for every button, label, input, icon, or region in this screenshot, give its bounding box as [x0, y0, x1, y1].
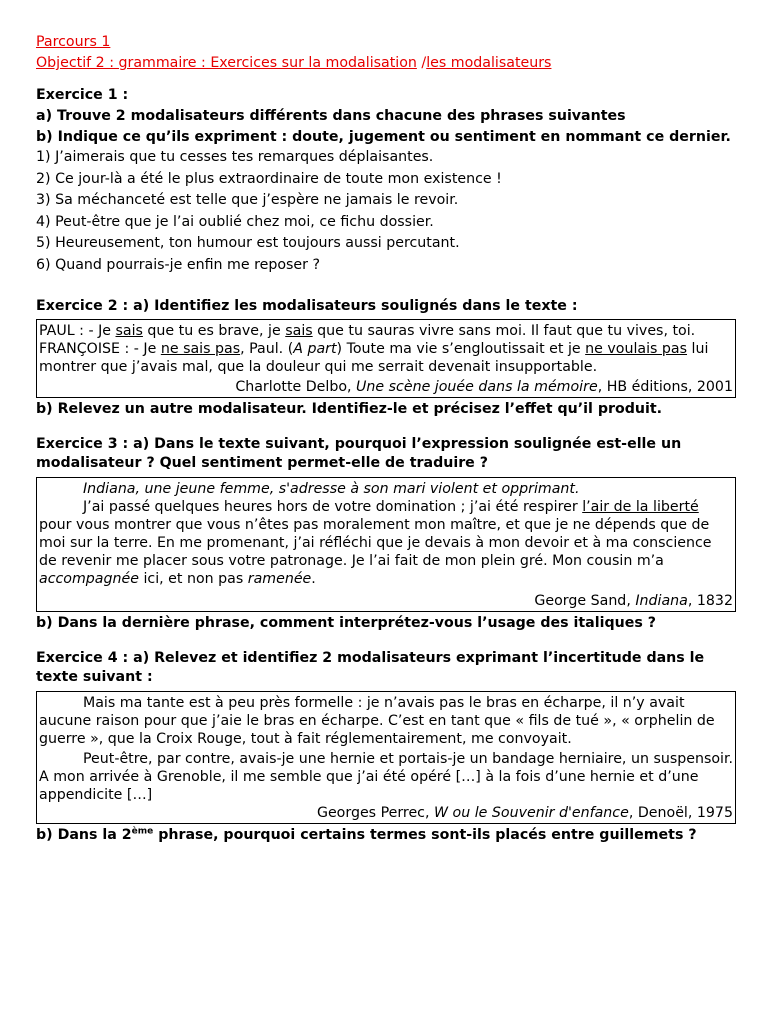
source-citation: George Sand, Indiana, 1832	[534, 592, 733, 609]
exercise-4-text-box	[36, 691, 736, 824]
underlined-expression: l’air de la liberté	[582, 498, 699, 515]
dialogue-francoise: FRANÇOISE : - Je ne sais pas, Paul. (A part) Toute ma vie s’engloutissait et je ne voulais pas lui montrer que j’avais mal, que la douleur qui me serrait devenait insupportable.	[39, 340, 709, 375]
sentence-item: 2) Ce jour-là a été le plus extraordinaire de toute mon existence !	[36, 170, 502, 187]
context-intro: Indiana, une jeune femme, s'adresse à son mari violent et opprimant.	[83, 480, 580, 497]
underlined-modalizer: sais	[115, 322, 143, 339]
exercise-1-sentence-list	[36, 147, 736, 277]
exercise-4-question-b: b) Dans la 2ème phrase, pourquoi certains termes sont-ils placés entre guillemets ?	[36, 825, 697, 843]
sentence-item: 4) Peut-être que je l’ai oublié chez moi, ce fichu dossier.	[36, 213, 434, 230]
objective-title: Objectif 2 : grammaire : Exercices sur la modalisation	[36, 55, 417, 71]
exercise-1-title: Exercice 1 :	[36, 87, 129, 103]
worksheet	[36, 32, 736, 845]
sentence-item: 3) Sa méchanceté est telle que j’espère ne jamais le revoir.	[36, 192, 459, 209]
dialogue-paul: PAUL : - Je sais que tu es brave, je sais que tu sauras vivre sans moi. Il faut que tu vives, toi.	[39, 322, 696, 339]
sentence-item: 1) J’aimerais que tu cesses tes remarques déplaisantes.	[36, 149, 434, 165]
exercise-3-title: Exercice 3 : a) Dans le texte suivant, pourquoi l’expression soulignée est-elle un modalisateur ? Quel sentiment permet-elle de traduire ?	[36, 435, 682, 471]
excerpt-body: J’ai passé quelques heures hors de votre domination ; j’ai été respirer l’air de la liberté pour vous montrer que vous n’êtes pas moralement mon maître, et que je ne dépends que de moi sur la terre. En me promenant, j’ai réfléchi que je devais à mon devoir et à ma conscience de revenir me placer sous votre patronage. Je l’ai fait de mon plein gré. Mon cousin m’a accompagnée ici, et non pas ramenée.	[39, 498, 712, 587]
underlined-modalizer: sais	[285, 322, 313, 339]
exercise-3-question-b: b) Dans la dernière phrase, comment interprétez-vous l’usage des italiques ?	[36, 614, 656, 631]
exercise-2-title: Exercice 2 : a) Identifiez les modalisateurs soulignés dans le texte :	[36, 297, 578, 314]
exercise-3-text-box	[36, 477, 736, 612]
exercise-1-question-b: b) Indique ce qu’ils expriment : doute, jugement ou sentiment en nommant ce dernier.	[36, 129, 731, 145]
exercise-1-question-a: a) Trouve 2 modalisateurs différents dans chacune des phrases suivantes	[36, 108, 626, 124]
objective-subtitle: les modalisateurs	[426, 55, 552, 71]
source-citation: Georges Perrec, W ou le Souvenir d'enfance, Denoël, 1975	[316, 804, 733, 821]
source-citation: Charlotte Delbo, Une scène jouée dans la mémoire, HB éditions, 2001	[235, 378, 733, 395]
sentence-item: 6) Quand pourrais-je enfin me reposer ?	[36, 256, 320, 273]
parcours-heading: Parcours 1	[36, 34, 111, 50]
sentence-item: 5) Heureusement, ton humour est toujours aussi percutant.	[36, 235, 460, 252]
exercise-2-question-b: b) Relevez un autre modalisateur. Identifiez-le et précisez l’effet qu’il produit.	[36, 400, 663, 417]
exercise-4-title: Exercice 4 : a) Relevez et identifiez 2 modalisateurs exprimant l’incertitude dans le texte suivant :	[36, 649, 705, 685]
underlined-modalizer: ne sais pas	[160, 340, 241, 357]
stage-direction: A part	[293, 340, 337, 357]
objective-heading	[36, 53, 736, 74]
excerpt-paragraph-1: Mais ma tante est à peu près formelle : je n’avais pas le bras en écharpe, il n’y avait aucune raison pour que j’aie le bras en écharpe. C’est en tant que « fils de tué », « orphelin de guerre », que la Croix Rouge, tout à fait réglementairement, me convoyait.	[39, 694, 715, 747]
exercise-2-text-box	[36, 319, 736, 398]
underlined-modalizer: ne voulais pas	[585, 340, 688, 357]
objective-separator: /	[416, 55, 427, 71]
excerpt-paragraph-2: Peut-être, par contre, avais-je une hernie et portais-je un bandage herniaire, un suspensoir. A mon arrivée à Grenoble, il me semble que j’ai été opéré […] à la fois d’une hernie et d’une appendicite […]	[39, 750, 734, 803]
